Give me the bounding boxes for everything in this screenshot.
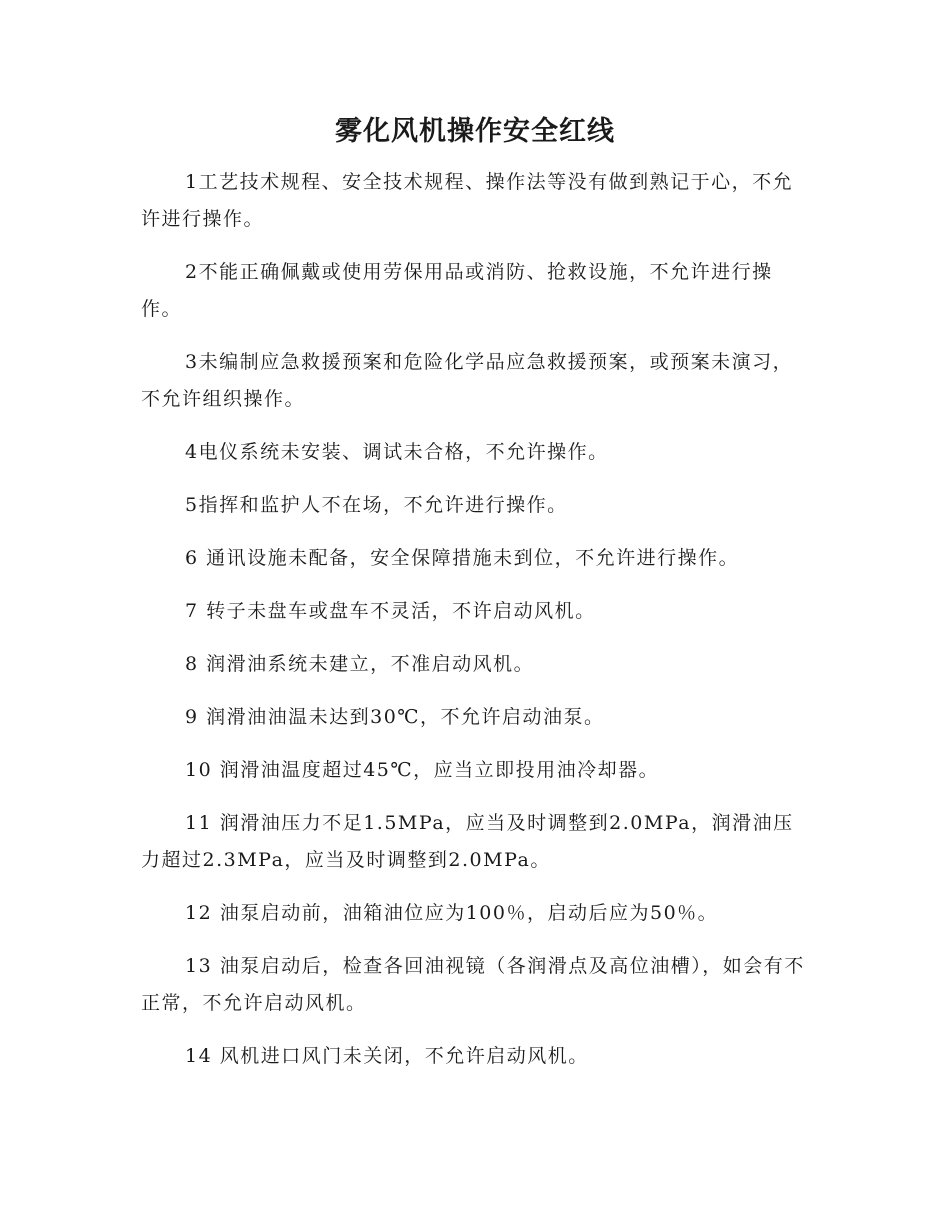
rule-item-9: 9 润滑油油温未达到30℃，不允许启动油泵。 <box>185 706 605 728</box>
rule-item-5: 5指挥和监护人不在场，不允许进行操作。 <box>185 494 568 516</box>
rule-item-1: 1工艺技术规程、安全技术规程、操作法等没有做到熟记于心，不允许进行操作。 <box>141 171 794 230</box>
rule-item-7: 7 转子未盘车或盘车不灵活，不许启动风机。 <box>185 600 596 622</box>
rule-item-4: 4电仪系统未安装、调试未合格，不允许操作。 <box>185 441 609 463</box>
rule-item-10: 10 润滑油温度超过45℃，应当立即投用油冷却器。 <box>185 759 660 781</box>
rule-item-2: 2不能正确佩戴或使用劳保用品或消防、抢救设施，不允许进行操作。 <box>141 261 773 320</box>
rule-item-13: 13 油泵启动后，检查各回油视镜（各润滑点及高位油槽），如会有不正常，不允许启动风机。 <box>141 955 805 1014</box>
rule-item-3: 3未编制应急救援预案和危险化学品应急救援预案，或预案未演习，不允许组织操作。 <box>141 351 794 410</box>
document-title: 雾化风机操作安全红线 <box>335 116 615 147</box>
rule-item-14: 14 风机进口风门未关闭，不允许启动风机。 <box>185 1045 589 1067</box>
rule-item-12: 12 油泵启动前，油箱油位应为100％，启动后应为50％。 <box>185 902 719 924</box>
rule-item-6: 6 通讯设施未配备，安全保障措施未到位，不允许进行操作。 <box>185 547 740 569</box>
rule-item-8: 8 润滑油系统未建立，不准启动风机。 <box>185 653 535 675</box>
document-body <box>141 164 813 1091</box>
rule-item-11: 11 润滑油压力不足1.5MPa，应当及时调整到2.0MPa，润滑油压力超过2.3MPa，应当及时调整到2.0MPa。 <box>141 812 794 871</box>
